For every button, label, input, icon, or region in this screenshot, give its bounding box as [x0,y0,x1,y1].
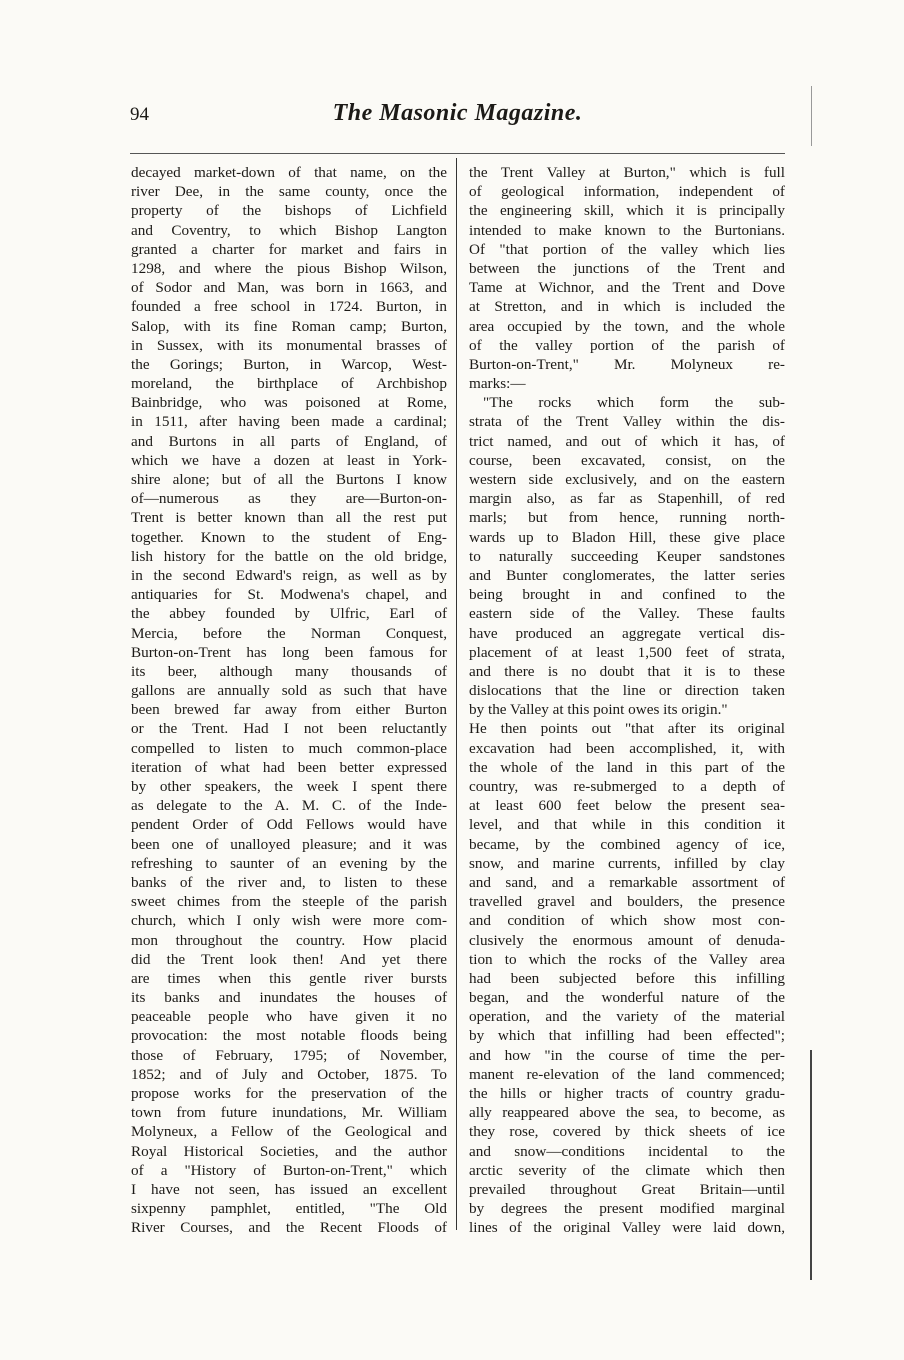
text-line: dislocations that the line or direction taken [469,682,785,700]
text-line: manent re-elevation of the land commenced; [469,1065,785,1083]
text-line: ally reappeared above the sea, to become, as [469,1104,785,1122]
text-line: area occupied by the town, and the whole [469,317,785,335]
text-line: peaceable people who have given it no [131,1008,447,1026]
text-line: of a "History of Burton-on-Trent," which [131,1161,447,1179]
text-line: pendent Order of Odd Fellows would have [131,816,447,834]
text-line: became, by the combined agency of ice, [469,835,785,853]
text-line: Tame at Wichnor, and the Trent and Dove [469,279,785,297]
left-column [131,163,447,1238]
text-line: provocation: the most notable floods being [131,1027,447,1045]
text-line: lines of the original Valley were laid down, [469,1219,785,1237]
text-line: course, been excavated, consist, on the [469,451,785,469]
text-line: and Coventry, to which Bishop Langton [131,221,447,239]
text-line: banks of the river and, to listen to these [131,873,447,891]
text-line: marls; but from hence, running north- [469,509,785,527]
text-line: in Sussex, with its monumental brasses of [131,336,447,354]
text-line: Burton-on-Trent," Mr. Molyneux re- [469,355,785,373]
text-line: Bainbridge, who was poisoned at Rome, [131,394,447,412]
text-line: being brought in and confined to the [469,586,785,604]
text-line: the abbey founded by Ulfric, Earl of [131,605,447,623]
text-line: church, which I only wish were more com- [131,912,447,930]
text-line: by which that infilling had been effected"; [469,1027,785,1045]
text-line: of geological information, independent of [469,183,785,201]
text-line: strata of the Trent Valley within the dis- [469,413,785,431]
text-line: in the second Edward's reign, as well as by [131,566,447,584]
text-line: River Courses, and the Recent Floods of [131,1219,447,1237]
text-line: together. Known to the student of Eng- [131,528,447,546]
text-line: 1298, and where the pious Bishop Wilson, [131,259,447,277]
text-line: trict named, and out of which it has, of [469,432,785,450]
text-line: clusively the enormous amount of denuda- [469,931,785,949]
text-line: those of February, 1795; of November, [131,1046,447,1064]
text-line: and there is no doubt that it is to these [469,662,785,680]
text-line: its banks and inundates the houses of [131,989,447,1007]
text-line: its beer, although many thousands of [131,662,447,680]
text-line: in 1511, after having been made a cardinal; [131,413,447,431]
text-line: began, and the wonderful nature of the [469,989,785,1007]
text-line: did the Trent look then! And yet there [131,950,447,968]
text-line: to naturally succeeding Keuper sandstones [469,547,785,565]
page-number: 94 [130,104,149,125]
page-edge-mark [810,1050,812,1280]
text-line: marks:— [469,375,526,393]
text-line: eastern side of the Valley. These faults [469,605,785,623]
text-line: been one of unalloyed pleasure; and it was [131,835,447,853]
text-line: decayed market-down of that name, on the [131,164,447,181]
text-line: tion to which the rocks of the Valley area [469,950,785,968]
text-line: been brewed far away from either Burton [131,701,447,719]
text-line: intended to make known to the Burtonians. [469,221,785,239]
page-header [130,100,785,134]
text-line: antiquaries for St. Modwena's chapel, and [131,586,447,604]
text-line: by degrees the present modified marginal [469,1200,785,1218]
text-line: arctic severity of the climate which then [469,1161,785,1179]
text-line: and condition of which show most con- [469,912,785,930]
text-line: level, and that while in this condition it [469,816,785,834]
text-line: Trent is better known than all the rest put [131,509,447,527]
text-line: 1852; and of July and October, 1875. To [131,1065,447,1083]
text-line: which we have a dozen at least in York- [131,451,447,469]
text-line: between the junctions of the Trent and [469,259,785,277]
text-line: as delegate to the A. M. C. of the Inde- [131,797,447,815]
text-line: of the valley portion of the parish of [469,336,785,354]
text-line: gallons are annually sold as such that have [131,682,447,700]
text-line: of Sodor and Man, was born in 1663, and [131,279,447,297]
text-line: by other speakers, the week I spent there [131,778,447,795]
text-line: they rose, covered by thick sheets of ice [469,1123,785,1141]
text-line: are times when this gentle river bursts [131,969,447,987]
text-line: wards up to Bladon Hill, these give place [469,528,785,546]
text-line: Molyneux, a Fellow of the Geological and [131,1123,447,1141]
text-line: river Dee, in the same county, once the [131,183,447,201]
text-line: Royal Historical Societies, and the author [131,1142,447,1160]
text-line: Salop, with its fine Roman camp; Burton, [131,317,447,335]
text-line: the engineering skill, which it is principally [469,202,785,220]
text-line: propose works for the preservation of the [131,1085,447,1102]
text-line: refreshing to saunter of an evening by the [131,854,447,872]
text-line: had been subjected before this infilling [469,969,785,987]
text-line: at least 600 feet below the present sea- [469,797,785,815]
text-line: mon throughout the country. How placid [131,931,447,949]
text-line: placement of at least 1,500 feet of strata, [469,643,785,661]
right-column [469,163,785,1238]
running-title: The Masonic Magazine. [332,100,583,126]
text-line: shire alone; but of all the Burtons I know [131,471,447,488]
page-edge-mark [811,86,812,146]
text-line: founded a free school in 1724. Burton, in [131,298,447,316]
text-line: at Stretton, and in which is included the [469,298,785,316]
text-line: compelled to listen to much common-place [131,739,447,757]
text-line: the hills or higher tracts of country gradu- [469,1085,785,1102]
text-line: country, was re-submerged to a depth of [469,778,785,795]
text-line: western side exclusively, and on the eastern [469,471,785,488]
text-line: and how "in the course of time the per- [469,1046,785,1064]
text-line: and snow—conditions incidental to the [469,1142,785,1160]
text-line: granted a charter for market and fairs in [131,240,447,258]
header-rule [130,153,785,154]
text-line: Of "that portion of the valley which lies [469,240,785,258]
text-line: have produced an aggregate vertical dis- [469,624,785,642]
text-line: I have not seen, has issued an excellent [131,1180,447,1198]
text-line: of—numerous as they are—Burton-on- [131,490,447,508]
text-line: and Burtons in all parts of England, of [131,432,447,450]
text-line: sixpenny pamphlet, entitled, "The Old [131,1200,447,1218]
text-line: travelled gravel and boulders, the presence [469,893,785,911]
text-line: and Bunter conglomerates, the latter series [469,566,785,584]
text-line: Mercia, before the Norman Conquest, [131,624,447,642]
text-line: by the Valley at this point owes its origin." [469,701,728,719]
text-line: snow, and marine currents, infilled by clay [469,854,785,872]
text-line: iteration of what had been better expressed [131,758,447,776]
text-line: town from future inundations, Mr. William [131,1104,447,1122]
text-line: margin also, as far as Stapenhill, of red [469,490,785,508]
text-line: operation, and the variety of the material [469,1008,785,1026]
text-line: the Trent Valley at Burton," which is full [469,164,785,181]
text-line: the whole of the land in this part of the [469,758,785,776]
text-line: property of the bishops of Lichfield [131,202,447,220]
text-line: "The rocks which form the sub- [483,394,785,412]
text-line: and sand, and a remarkable assortment of [469,873,785,891]
text-line: excavation had been accomplished, it, with [469,739,785,757]
text-line: sweet chimes from the steeple of the parish [131,893,447,911]
text-line: moreland, the birthplace of Archbishop [131,375,447,393]
text-line: He then points out "that after its original [469,720,785,738]
text-line: the Gorings; Burton, in Warcop, West- [131,355,447,373]
text-line: lish history for the battle on the old bridge, [131,547,447,565]
text-line: or the Trent. Had I not been reluctantly [131,720,447,738]
text-line: prevailed throughout Great Britain—until [469,1180,785,1198]
column-divider [456,158,457,1230]
text-line: Burton-on-Trent has long been famous for [131,643,447,661]
